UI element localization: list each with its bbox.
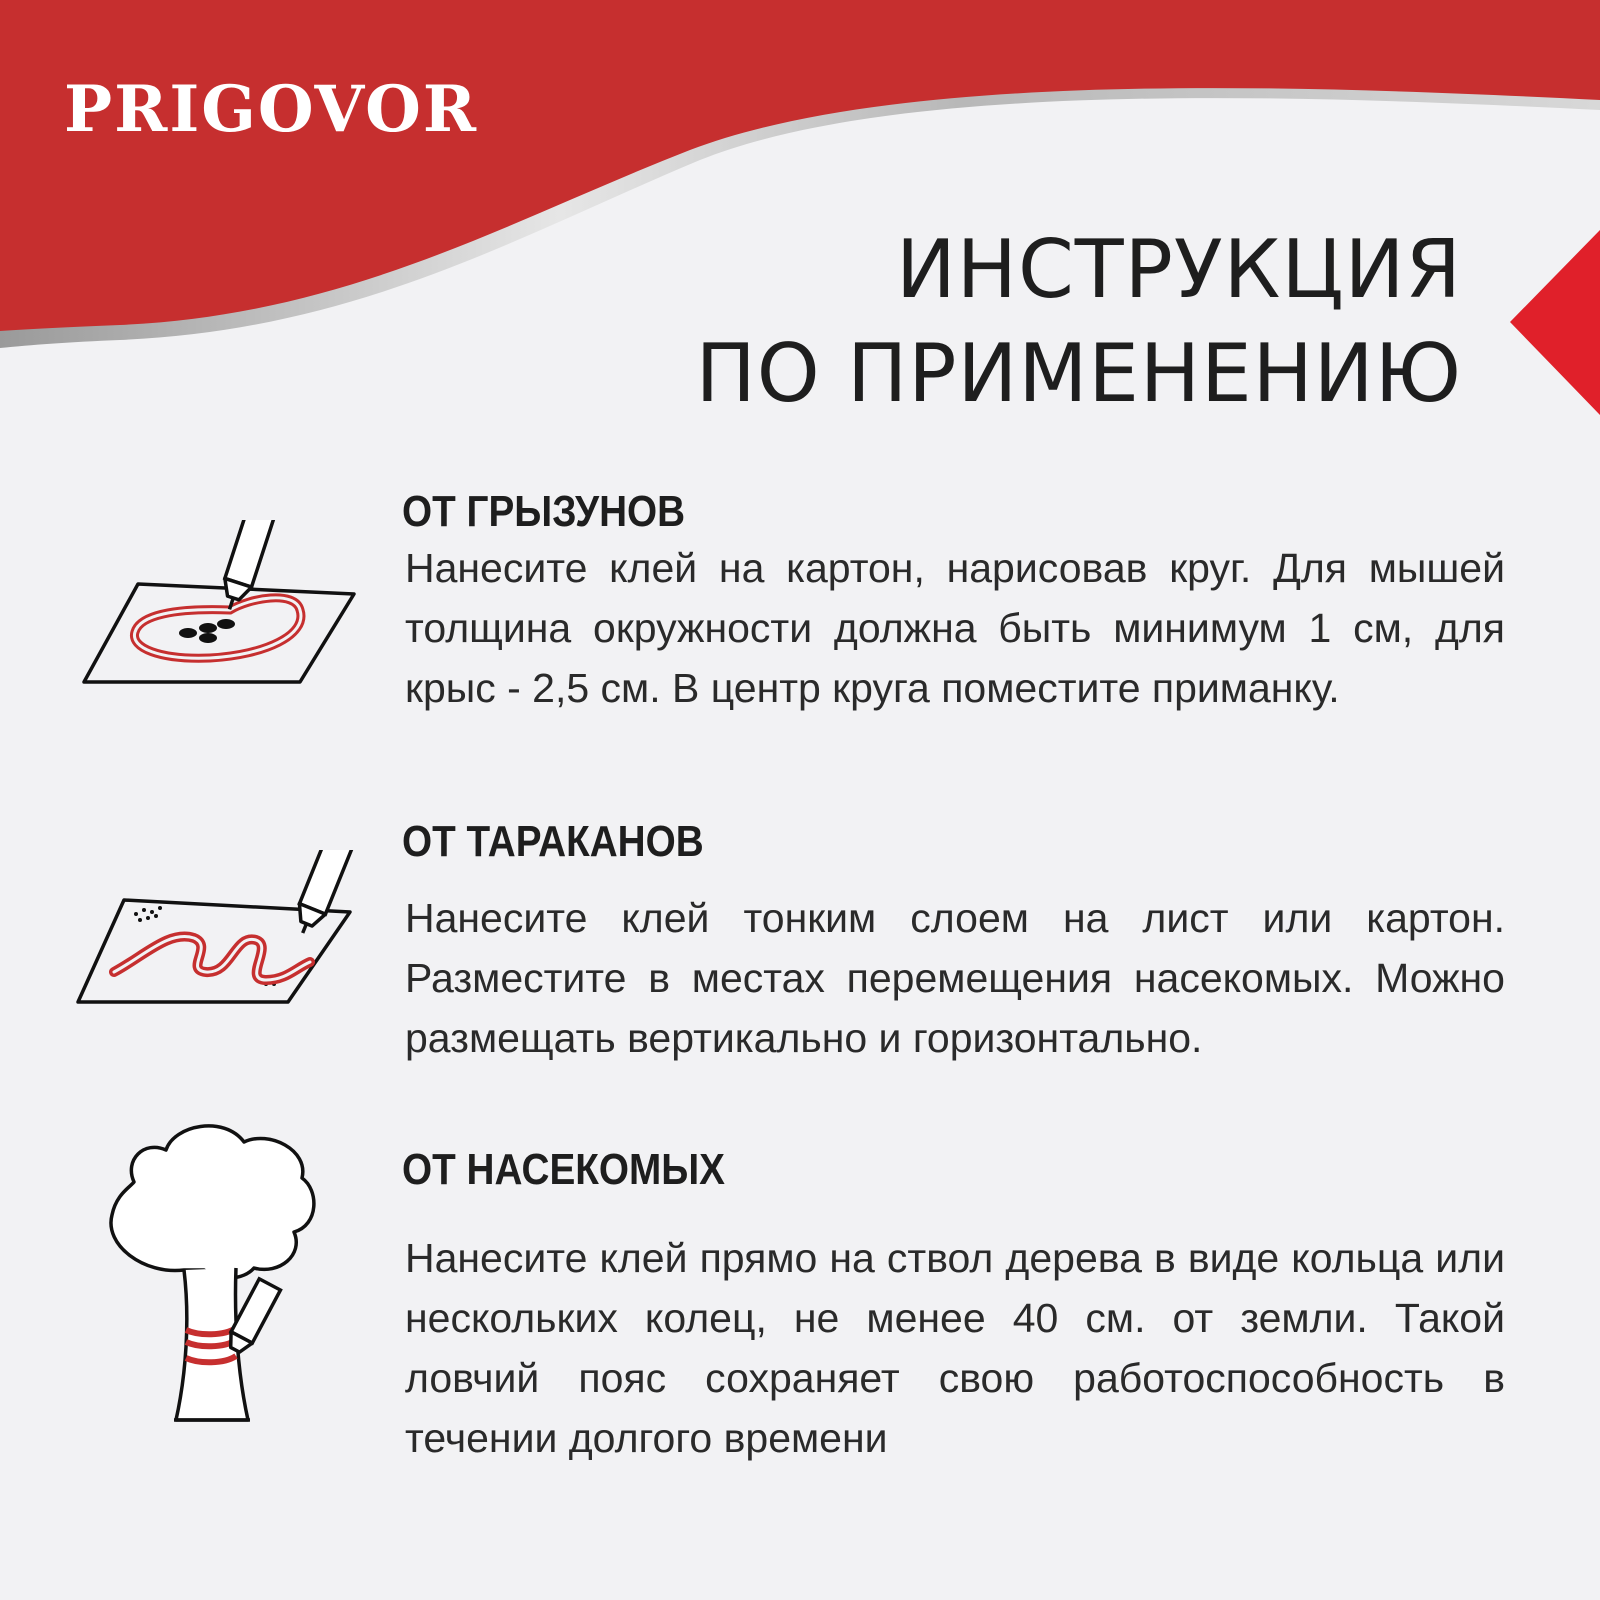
brand-logo: PRIGOVOR	[64, 72, 478, 147]
tree-with-glue-rings-icon	[104, 1120, 324, 1440]
section-text: Нанесите клей прямо на ствол дерева в виде кольца или нескольких колец, не менее 40 см. от земли. Такой ловчий пояс сохраняет свою работоспособность в течении долгого времени	[405, 1235, 1505, 1461]
page-title-line2: ПО ПРИМЕНЕНИЮ	[695, 327, 1462, 420]
corner-arrow-decoration	[1510, 230, 1600, 415]
glue-zigzag-on-sheet-icon	[74, 850, 354, 1010]
page-title	[696, 218, 1462, 426]
section-heading: ОТ ГРЫЗУНОВ	[402, 487, 686, 536]
section-heading: ОТ НАСЕКОМЫХ	[402, 1145, 726, 1194]
section-text: Нанесите клей тонким слоем на лист или картон. Разместите в местах перемещения насекомых. Можно размещать вертикально и горизонтально.	[405, 895, 1505, 1061]
section-text: Нанесите клей на картон, нарисовав круг. Для мышей толщина окружности должна быть минимум 1 см, для крыс - 2,5 см. В центр круга поместите приманку.	[405, 545, 1505, 711]
section-heading: ОТ ТАРАКАНОВ	[402, 817, 704, 866]
page-title-line1: ИНСТРУКЦИЯ	[895, 223, 1462, 316]
glue-circle-on-cardboard-icon	[80, 520, 360, 685]
